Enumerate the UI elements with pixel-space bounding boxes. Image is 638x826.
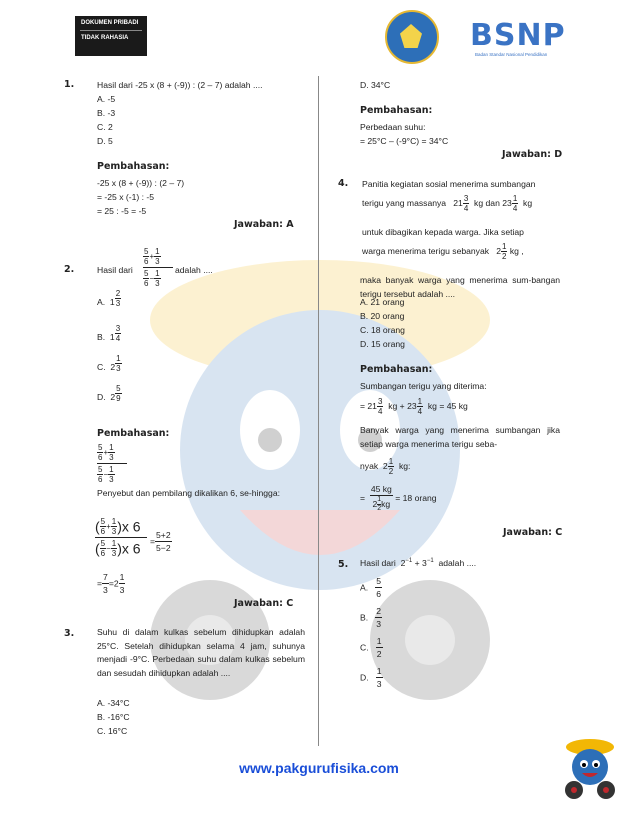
q2-result-den: 3 (103, 585, 108, 595)
q4-step4: nyak 2 $\frac{1}{2}$ kg: (360, 457, 411, 476)
q2-number: 2. (64, 264, 75, 275)
q2-result: = $\frac{7}{3}$ =2 $\frac{1}{3}$ (97, 572, 125, 595)
q2-option-b-label: B. (97, 332, 106, 342)
q3-step2: = 25°C – (-9°C) = 34°C (360, 136, 449, 146)
q4-option-a: A. 21 orang (360, 297, 405, 307)
q3-step1: Perbedaan suhu: (360, 122, 426, 132)
q3-text: Suhu di dalam kulkas sebelum dihidupkan adalah 25°C. Setelah dihidupkan selama 4 jam, suhunya menjadi -9°C. Perbedaan suhu dalam kulkas sebelum dan sesudah dihidupkan adalah .... (97, 627, 305, 678)
q2-option-c-den: 3 (116, 363, 121, 373)
q1-text: Hasil dari -25 x (8 + (-9)) : (2 – 7) adalah .... (97, 80, 263, 90)
q2-pembahasan: Pembahasan: (97, 428, 170, 439)
tut-wuri-logo-icon (385, 10, 439, 64)
q1-number: 1. (64, 79, 75, 90)
q5-option-d-num: 1 (376, 666, 382, 676)
website-link[interactable]: www.pakgurufisika.com (239, 760, 399, 776)
q4-step2-b: kg + 23 (388, 400, 417, 411)
q2-option-d-num: 5 (116, 383, 121, 393)
q1-pembahasan: Pembahasan: (97, 161, 170, 172)
q1-option-d: D. 5 (97, 136, 113, 146)
q5-option-b (360, 605, 382, 630)
q5-option-d (360, 665, 383, 690)
q2-result-mixed-den: 3 (119, 585, 125, 595)
q5-pre: Hasil dari (360, 558, 396, 568)
q3-pembahasan: Pembahasan: (360, 105, 433, 116)
q1-step2: = -25 x (-1) : -5 (97, 192, 155, 202)
q2-option-c-label: C. (97, 362, 106, 372)
q2-answer: Jawaban: C (234, 598, 294, 609)
q4-line2: terigu yang massanya 21 $\frac{3}{4}$ kg dan 23 $\frac{1}{4}$ kg (362, 194, 533, 213)
q2-explanation: Penyebut dan pembilang dikalikan 6, se-hingga: (97, 488, 280, 498)
q5-option-a-label: A. (360, 582, 369, 593)
q4-pembahasan: Pembahasan: (360, 364, 433, 375)
q4-line2-b: kg dan (474, 197, 500, 208)
q5-number: 5. (338, 559, 349, 570)
q1-option-c: C. 2 (97, 122, 113, 132)
q4-option-b: B. 20 orang (360, 311, 405, 321)
q4-step3: Banyak warga yang menerima sumbangan jika setiap warga menerima terigu seba- (360, 425, 560, 449)
q1-answer: Jawaban: A (234, 219, 294, 230)
q4-step4-a: nyak (360, 460, 379, 471)
q2-option-a (97, 288, 121, 308)
q2-result-mixed-num: 1 (119, 572, 125, 582)
q2-option-d-den: 9 (116, 393, 121, 403)
q3-option-c: C. 16°C (97, 726, 128, 736)
q4-line5: maka banyak warga yang menerima sum-bangan terigu tersebut adalah .... (360, 275, 560, 299)
q2-x6-top: )x 6 (117, 518, 141, 535)
q2-result-eq: =2 (108, 578, 119, 589)
q4-step4-b: kg: (398, 460, 411, 471)
q2-option-d-whole: 2 (110, 392, 116, 402)
q3-option-d: D. 34°C (360, 80, 391, 90)
q2-option-a-den: 3 (115, 298, 121, 308)
q4-step5-a: = (360, 493, 366, 503)
q2-simplified-num: 5+2 (156, 530, 171, 540)
mascot-logo-icon (560, 735, 620, 805)
q2-option-b-whole: 1 (109, 332, 115, 342)
q4-step5: = 45 kg 2 $\frac{1}{2}$ kg = 18 orang (360, 484, 437, 512)
q5-option-c (360, 635, 383, 660)
q4-step2-a: = 21 (360, 400, 377, 411)
q2-option-c (97, 353, 122, 373)
q2-result-num: 7 (103, 572, 108, 582)
q2-complex-fraction-repeat: $\frac{5}{6}$ + $\frac{1}{3}$ $\frac{5}{6}$ − $\frac{1}{3}$ (97, 443, 127, 484)
q4-answer: Jawaban: C (503, 527, 563, 538)
q5-option-b-label: B. (360, 612, 369, 623)
document-badge (75, 16, 147, 56)
q4-line4-a: warga menerima terigu sebanyak (362, 245, 490, 256)
q2-pre: Hasil dari (97, 265, 133, 275)
q2-option-a-whole: 1 (109, 297, 115, 307)
q5-post: adalah .... (438, 558, 477, 568)
q2-simplified-den: 5−2 (156, 543, 171, 553)
q2-simplified: = $\frac{5+2}{5-2}$ (150, 530, 171, 553)
bsnp-subtitle: Badan Standar Nasional Pendidikan (475, 52, 548, 57)
q1-option-a: A. -5 (97, 94, 116, 104)
bsnp-logo: BSNP (470, 18, 566, 53)
q4-number: 4. (338, 178, 349, 189)
q4-line2-a: terigu yang massanya (362, 197, 447, 208)
q4-step2-c: kg = 45 kg (427, 400, 468, 411)
q2-post: adalah .... (175, 265, 213, 275)
q5-option-d-label: D. (360, 672, 369, 683)
q3-option-b: B. -16°C (97, 712, 130, 722)
q4-line4-b: kg , (509, 245, 524, 256)
q5-option-c-num: 1 (376, 636, 382, 646)
q2-option-b-den: 4 (115, 333, 121, 343)
q5-option-a (360, 575, 382, 600)
q4-step1: Sumbangan terigu yang diterima: (360, 381, 487, 391)
q3-answer: Jawaban: D (502, 149, 563, 160)
q2-multiplied-expression: ( $\frac{5}{6}$ + $\frac{1}{3}$ )x 6 ( $\frac{5}{6}$ − $\frac{1}{3}$ )x 6 (95, 517, 147, 558)
q3-number: 3. (64, 628, 75, 639)
q2-x6-bottom: )x 6 (117, 540, 141, 557)
q3-option-a: A. -34°C (97, 698, 130, 708)
q4-line4: warga menerima terigu sebanyak 2 $\frac{1}{2}$ kg , (362, 242, 524, 261)
badge-line1: DOKUMEN PRIBADI (81, 20, 139, 26)
q5-text: Hasil dari $2^{-1} + 3^{-1}$ adalah .... (360, 558, 477, 568)
q1-step3: = 25 : -5 = -5 (97, 206, 147, 216)
q5-option-a-den: 6 (376, 589, 382, 599)
q5-option-c-den: 2 (376, 649, 382, 659)
q1-step1: -25 x (8 + (-9)) : (2 – 7) (97, 178, 185, 188)
q4-step5-b: = 18 orang (395, 493, 437, 503)
column-divider (318, 76, 319, 746)
q4-step5-num: 45 kg (370, 484, 392, 494)
q5-option-d-den: 3 (376, 679, 382, 689)
q2-option-b (97, 323, 121, 343)
q4-option-d: D. 15 orang (360, 339, 405, 349)
q4-step2: = 21 $\frac{3}{4}$ kg + 23 $\frac{1}{4}$ kg = 45 kg (360, 397, 468, 416)
q2-option-a-label: A. (97, 297, 106, 307)
q2-complex-fraction: $\frac{5}{6}$ + $\frac{1}{3}$ $\frac{5}{6}$ − $\frac{1}{3}$ (143, 247, 173, 288)
q2-option-d-label: D. (97, 392, 106, 402)
q4-line3: untuk dibagikan kepada warga. Jika setiap (362, 227, 524, 237)
q5-option-b-num: 2 (376, 606, 382, 616)
q5-option-c-label: C. (360, 642, 369, 653)
q4-line1: Panitia kegiatan sosial menerima sumbangan (362, 179, 536, 189)
q5-option-b-den: 3 (376, 619, 382, 629)
q1-option-b: B. -3 (97, 108, 116, 118)
q2-option-a-num: 2 (115, 288, 121, 298)
q2-option-c-num: 1 (116, 353, 121, 363)
q2-option-b-num: 3 (115, 323, 121, 333)
badge-line2: TIDAK RAHASIA (81, 35, 129, 41)
q4-line2-c: kg (523, 197, 533, 208)
q2-option-c-whole: 2 (110, 362, 116, 372)
q2-option-d (97, 383, 122, 403)
q4-option-c: C. 18 orang (360, 325, 405, 335)
q5-option-a-num: 5 (376, 576, 382, 586)
